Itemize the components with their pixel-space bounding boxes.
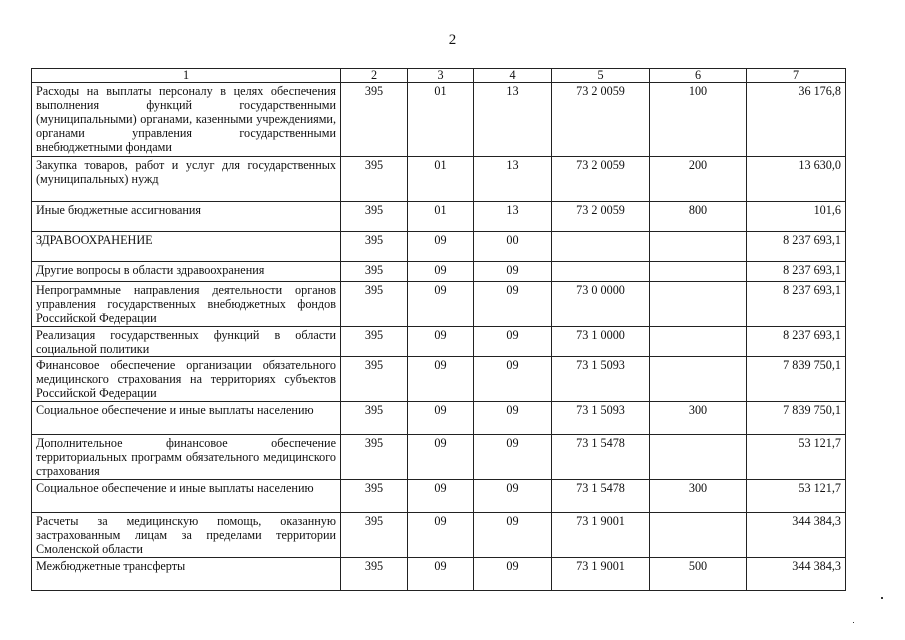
ministry-code: 395 [341,262,408,282]
ministry-code: 395 [341,327,408,357]
table-row [32,357,846,402]
table-row [32,402,846,435]
expense-type-code [650,232,747,262]
expense-type-code: 300 [650,480,747,513]
ministry-code: 395 [341,157,408,202]
section-code: 01 [408,83,474,157]
expense-name: ЗДРАВООХРАНЕНИЕ [32,232,341,262]
expense-name: Реализация государственных функций в области социальной политики [32,327,341,357]
amount: 8 237 693,1 [747,262,846,282]
section-code: 09 [408,357,474,402]
subsection-code: 09 [474,435,552,480]
table-row [32,232,846,262]
section-code: 09 [408,262,474,282]
scan-speck [853,622,854,623]
expense-type-code: 100 [650,83,747,157]
amount: 8 237 693,1 [747,327,846,357]
section-code: 09 [408,435,474,480]
section-code: 09 [408,232,474,262]
section-code: 09 [408,480,474,513]
expense-type-code: 300 [650,402,747,435]
expense-name: Социальное обеспечение и иные выплаты населению [32,402,341,435]
expense-name: Иные бюджетные ассигнования [32,202,341,232]
subsection-code: 09 [474,513,552,558]
ministry-code: 395 [341,83,408,157]
table-row [32,480,846,513]
target-article-code: 73 1 9001 [552,513,650,558]
target-article-code [552,262,650,282]
ministry-code: 395 [341,357,408,402]
expense-name: Финансовое обеспечение организации обязательного медицинского страхования на территориях субъектов Российской Федерации [32,357,341,402]
expense-name: Дополнительное финансовое обеспечение территориальных программ обязательного медицинского страхования [32,435,341,480]
ministry-code: 395 [341,402,408,435]
target-article-code: 73 1 5093 [552,357,650,402]
amount: 344 384,3 [747,558,846,591]
subsection-code: 00 [474,232,552,262]
amount: 7 839 750,1 [747,357,846,402]
target-article-code: 73 1 5478 [552,480,650,513]
expense-type-code: 800 [650,202,747,232]
expense-name: Непрограммные направления деятельности органов управления государственных внебюджетных фондов Российской Федерации [32,282,341,327]
subsection-code: 13 [474,157,552,202]
expense-name: Расчеты за медицинскую помощь, оказанную застрахованным лицам за пределами территории Смоленской области [32,513,341,558]
target-article-code: 73 2 0059 [552,83,650,157]
section-code: 09 [408,513,474,558]
subsection-code: 09 [474,558,552,591]
expense-type-code: 200 [650,157,747,202]
target-article-code: 73 1 0000 [552,327,650,357]
section-code: 01 [408,157,474,202]
target-article-code: 73 1 5478 [552,435,650,480]
expense-type-code [650,327,747,357]
target-article-code: 73 0 0000 [552,282,650,327]
target-article-code: 73 2 0059 [552,157,650,202]
expense-type-code [650,282,747,327]
expense-type-code [650,357,747,402]
expense-type-code [650,435,747,480]
expense-name: Другие вопросы в области здравоохранения [32,262,341,282]
expense-name: Расходы на выплаты персоналу в целях обеспечения выполнения функций государственными (муниципальными) органами, казенными учреждениями, органами управления государственными внебюджетными фондами [32,83,341,157]
expense-type-code [650,262,747,282]
table-row [32,282,846,327]
ministry-code: 395 [341,435,408,480]
section-code: 09 [408,402,474,435]
target-article-code: 73 1 5093 [552,402,650,435]
table-row [32,262,846,282]
amount: 101,6 [747,202,846,232]
ministry-code: 395 [341,202,408,232]
scan-speck [881,597,883,599]
ministry-code: 395 [341,558,408,591]
amount: 7 839 750,1 [747,402,846,435]
target-article-code: 73 2 0059 [552,202,650,232]
amount: 53 121,7 [747,480,846,513]
amount: 13 630,0 [747,157,846,202]
subsection-code: 09 [474,402,552,435]
ministry-code: 395 [341,513,408,558]
expense-type-code [650,513,747,558]
table-row [32,513,846,558]
target-article-code [552,232,650,262]
column-header: 2 [341,69,408,83]
subsection-code: 09 [474,357,552,402]
column-header: 7 [747,69,846,83]
amount: 36 176,8 [747,83,846,157]
expense-type-code: 500 [650,558,747,591]
section-code: 09 [408,558,474,591]
page-number: 2 [448,32,457,48]
ministry-code: 395 [341,232,408,262]
subsection-code: 09 [474,262,552,282]
table-row [32,435,846,480]
subsection-code: 09 [474,480,552,513]
section-code: 01 [408,202,474,232]
expense-name: Социальное обеспечение и иные выплаты населению [32,480,341,513]
target-article-code: 73 1 9001 [552,558,650,591]
table-row [32,83,846,157]
expense-name: Закупка товаров, работ и услуг для государственных (муниципальных) нужд [32,157,341,202]
subsection-code: 09 [474,282,552,327]
table-row [32,327,846,357]
amount: 8 237 693,1 [747,232,846,262]
budget-table [31,68,846,591]
subsection-code: 13 [474,202,552,232]
subsection-code: 09 [474,327,552,357]
amount: 8 237 693,1 [747,282,846,327]
column-header: 5 [552,69,650,83]
column-header: 1 [32,69,341,83]
expense-name: Межбюджетные трансферты [32,558,341,591]
column-header: 6 [650,69,747,83]
column-header: 4 [474,69,552,83]
ministry-code: 395 [341,480,408,513]
table-header-row [32,69,846,83]
ministry-code: 395 [341,282,408,327]
column-header: 3 [408,69,474,83]
section-code: 09 [408,327,474,357]
subsection-code: 13 [474,83,552,157]
table-row [32,558,846,591]
table-row [32,202,846,232]
section-code: 09 [408,282,474,327]
table-row [32,157,846,202]
amount: 53 121,7 [747,435,846,480]
amount: 344 384,3 [747,513,846,558]
